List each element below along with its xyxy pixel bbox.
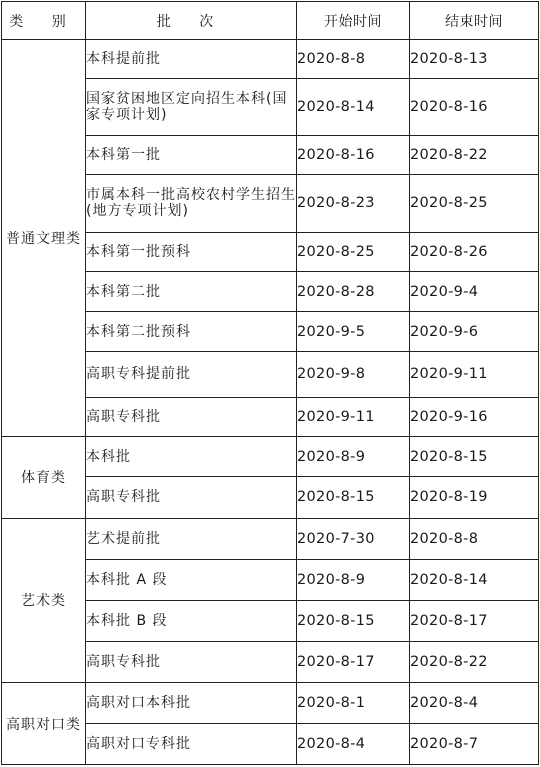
start-date-cell: 2020-8-25 <box>297 233 410 272</box>
start-date-cell: 2020-8-8 <box>297 40 410 79</box>
end-date-cell: 2020-9-16 <box>410 397 539 436</box>
table-row <box>2 518 539 559</box>
batch-cell: 高职专科提前批 <box>86 351 297 397</box>
batch-cell: 高职专科批 <box>86 642 297 683</box>
batch-cell: 本科第一批预科 <box>86 233 297 272</box>
start-date-cell: 2020-7-30 <box>297 518 410 559</box>
category-cell: 普通文理类 <box>2 40 86 437</box>
end-date-cell: 2020-8-22 <box>410 135 539 174</box>
end-date-cell: 2020-8-25 <box>410 174 539 232</box>
table-row <box>2 683 539 723</box>
start-date-cell: 2020-8-14 <box>297 79 410 135</box>
end-date-cell: 2020-8-4 <box>410 683 539 723</box>
batch-cell: 本科批 A 段 <box>86 559 297 600</box>
batch-cell: 本科第一批 <box>86 135 297 174</box>
batch-cell: 本科批 B 段 <box>86 600 297 641</box>
end-date-cell: 2020-8-14 <box>410 559 539 600</box>
batch-cell: 高职专科批 <box>86 477 297 518</box>
header-end-time: 结束时间 <box>410 2 539 40</box>
end-date-cell: 2020-8-8 <box>410 518 539 559</box>
header-start-time: 开始时间 <box>297 2 410 40</box>
start-date-cell: 2020-8-16 <box>297 135 410 174</box>
batch-cell: 本科提前批 <box>86 40 297 79</box>
end-date-cell: 2020-9-4 <box>410 272 539 312</box>
start-date-cell: 2020-8-17 <box>297 642 410 683</box>
table-row <box>2 40 539 79</box>
start-date-cell: 2020-8-1 <box>297 683 410 723</box>
start-date-cell: 2020-8-23 <box>297 174 410 232</box>
end-date-cell: 2020-8-7 <box>410 723 539 764</box>
header-batch: 批 次 <box>86 2 297 40</box>
batch-cell: 高职专科批 <box>86 397 297 436</box>
end-date-cell: 2020-8-17 <box>410 600 539 641</box>
batch-cell: 高职对口专科批 <box>86 723 297 764</box>
table-row <box>2 437 539 477</box>
header-row <box>2 2 539 40</box>
end-date-cell: 2020-8-16 <box>410 79 539 135</box>
batch-cell: 本科第二批预科 <box>86 312 297 351</box>
start-date-cell: 2020-8-28 <box>297 272 410 312</box>
admission-schedule-table <box>1 1 539 765</box>
end-date-cell: 2020-9-11 <box>410 351 539 397</box>
end-date-cell: 2020-8-22 <box>410 642 539 683</box>
category-cell: 艺术类 <box>2 518 86 683</box>
start-date-cell: 2020-9-11 <box>297 397 410 436</box>
start-date-cell: 2020-8-15 <box>297 600 410 641</box>
end-date-cell: 2020-8-13 <box>410 40 539 79</box>
batch-cell: 市属本科一批高校农村学生招生(地方专项计划) <box>86 174 297 232</box>
batch-cell: 本科第二批 <box>86 272 297 312</box>
start-date-cell: 2020-9-8 <box>297 351 410 397</box>
batch-cell: 国家贫困地区定向招生本科(国家专项计划) <box>86 79 297 135</box>
end-date-cell: 2020-9-6 <box>410 312 539 351</box>
start-date-cell: 2020-9-5 <box>297 312 410 351</box>
start-date-cell: 2020-8-4 <box>297 723 410 764</box>
end-date-cell: 2020-8-15 <box>410 437 539 477</box>
header-category: 类 别 <box>2 2 86 40</box>
category-cell: 体育类 <box>2 437 86 518</box>
end-date-cell: 2020-8-26 <box>410 233 539 272</box>
batch-cell: 艺术提前批 <box>86 518 297 559</box>
category-cell: 高职对口类 <box>2 683 86 765</box>
start-date-cell: 2020-8-15 <box>297 477 410 518</box>
end-date-cell: 2020-8-19 <box>410 477 539 518</box>
start-date-cell: 2020-8-9 <box>297 437 410 477</box>
start-date-cell: 2020-8-9 <box>297 559 410 600</box>
batch-cell: 高职对口本科批 <box>86 683 297 723</box>
batch-cell: 本科批 <box>86 437 297 477</box>
